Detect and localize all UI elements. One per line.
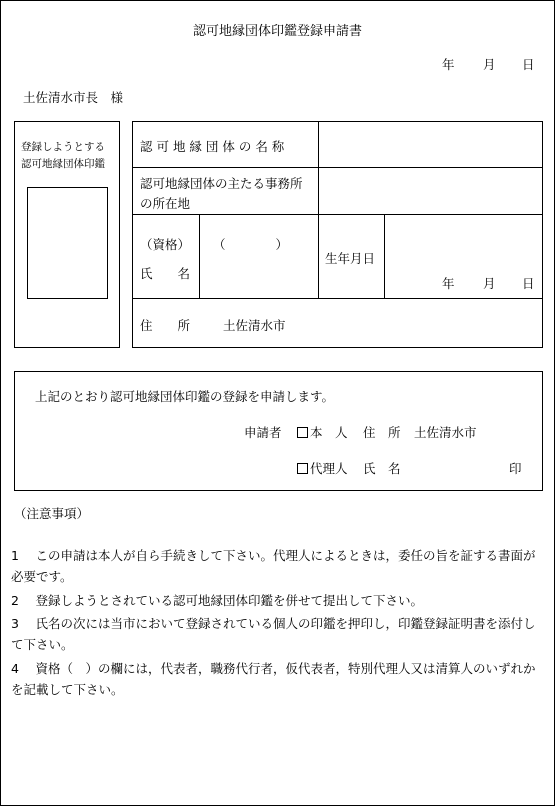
seal-impression-box[interactable] bbox=[27, 187, 108, 299]
office-label-line2: の所在地 bbox=[140, 196, 191, 211]
group-name-label: 認 可 地 縁 団 体 の 名 称 bbox=[140, 139, 285, 154]
office-label-line1: 認可地縁団体の主たる事務所 bbox=[140, 176, 303, 191]
applicant-name-label: 氏 名 bbox=[363, 461, 401, 476]
group-name-field[interactable] bbox=[319, 122, 541, 166]
date-year: 年 bbox=[442, 57, 455, 72]
self-option[interactable] bbox=[297, 423, 348, 441]
seal-area-caption-1: 登録しようとする bbox=[21, 141, 105, 153]
application-statement: 上記のとおり認可地縁団体印鑑の登録を申請します。 bbox=[35, 389, 335, 404]
agent-option[interactable] bbox=[297, 459, 348, 477]
addressee: 土佐清水市長 様 bbox=[23, 90, 124, 105]
self-checkbox[interactable] bbox=[297, 427, 308, 438]
birth-year: 年 bbox=[442, 276, 455, 291]
address-value[interactable]: 土佐清水市 bbox=[223, 318, 286, 333]
office-address-field[interactable] bbox=[319, 168, 541, 213]
note-item-3: 3 氏名の次には当市において登録されている個人の印鑑を押印し，印鑑登録証明書を添付して下さい。 bbox=[11, 616, 536, 652]
form-title: 認可地縁団体印鑑登録申請書 bbox=[192, 24, 362, 39]
residence-value[interactable]: 土佐清水市 bbox=[414, 425, 477, 440]
seal-area-caption-2: 認可地縁団体印鑑 bbox=[21, 158, 105, 170]
agent-checkbox[interactable] bbox=[297, 463, 308, 474]
note-item-2: 2 登録しようとされている認可地縁団体印鑑を併せて提出して下さい。 bbox=[11, 593, 423, 608]
applicant-label: 申請者 bbox=[244, 425, 282, 440]
birth-day: 日 bbox=[522, 276, 535, 291]
agent-option-label: 代理人 bbox=[310, 461, 348, 476]
address-label: 住 所 bbox=[140, 318, 191, 333]
note-item-4: 4 資格（ ）の欄には，代表者，職務代行者，仮代表者，特別代理人又は清算人のいずれかを記載して下さい。 bbox=[11, 661, 536, 697]
birth-month: 月 bbox=[483, 276, 496, 291]
representative-name-label: 氏 名 bbox=[140, 266, 191, 281]
date-month: 月 bbox=[483, 57, 496, 72]
qualification-name-field[interactable]: （ ） bbox=[213, 237, 289, 252]
seal-mark: 印 bbox=[509, 461, 522, 476]
self-option-label: 本 人 bbox=[310, 425, 348, 440]
note-item-1: 1 この申請は本人が自ら手続きして下さい。代理人によるときは，委任の旨を証する書面が必要です。 bbox=[11, 548, 536, 584]
notes-heading: （注意事項） bbox=[14, 506, 90, 521]
qualification-label: （資格） bbox=[140, 237, 191, 252]
residence-label: 住 所 bbox=[363, 425, 401, 440]
date-day: 日 bbox=[522, 57, 535, 72]
birthdate-label: 生年月日 bbox=[325, 251, 376, 266]
